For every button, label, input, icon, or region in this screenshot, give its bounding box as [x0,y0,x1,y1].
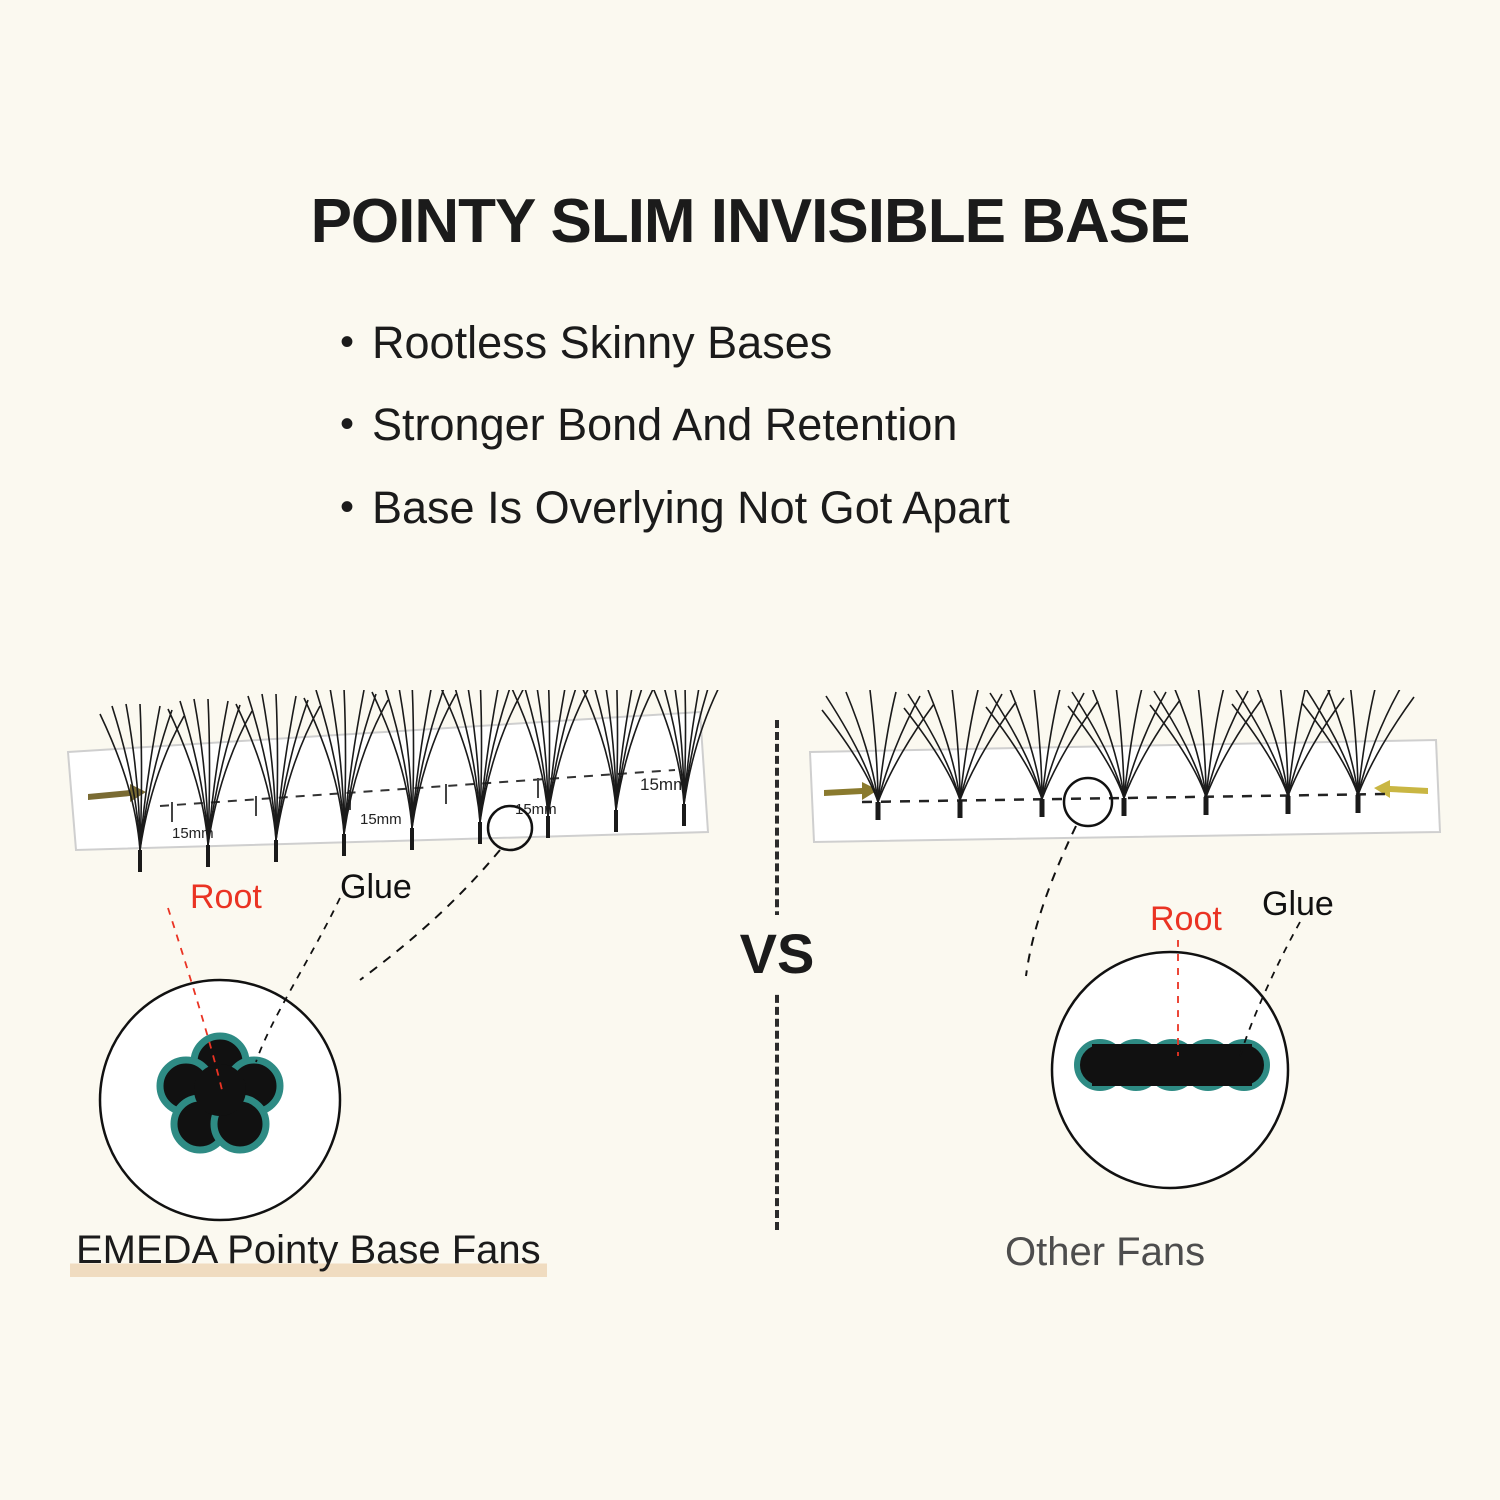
bullet-marker-icon: • [340,320,355,364]
measurement-label: 15mm [360,811,402,828]
emeda-fan-strip-illustration [60,690,760,1250]
bullet-text: Base Is Overlying Not Got Apart [372,481,1010,533]
callout-leader-line [1026,826,1076,976]
list-item [340,315,1340,371]
bullet-marker-icon: • [340,402,355,447]
root-label-left: Root [190,878,262,916]
bullet-text: Rootless Skinny Bases [372,317,833,368]
measurement-label: 15mm [172,825,214,842]
bullet-text: Stronger Bond And Retention [372,399,958,451]
right-comparison-panel [800,690,1480,1250]
feature-bullet-list [340,315,1340,562]
measurement-label: 15mm [640,775,688,794]
base-cross-section-right [1052,922,1300,1188]
list-item [340,397,1340,453]
root-label-right: Root [1150,900,1222,938]
glue-label-right: Glue [1262,885,1334,923]
measurement-label: 15mm [515,801,557,818]
other-fan-strip-illustration [800,690,1460,1250]
vs-label: VS [712,915,842,992]
glue-label-left: Glue [340,868,412,906]
right-panel-caption: Other Fans [1005,1230,1206,1274]
left-comparison-panel [60,690,750,1250]
left-panel-caption: EMEDA Pointy Base Fans [70,1228,547,1277]
list-item [340,480,1340,536]
page-title: POINTY SLIM INVISIBLE BASE [310,187,1190,256]
bullet-marker-icon: • [340,484,355,529]
base-cross-section-left [100,898,340,1220]
